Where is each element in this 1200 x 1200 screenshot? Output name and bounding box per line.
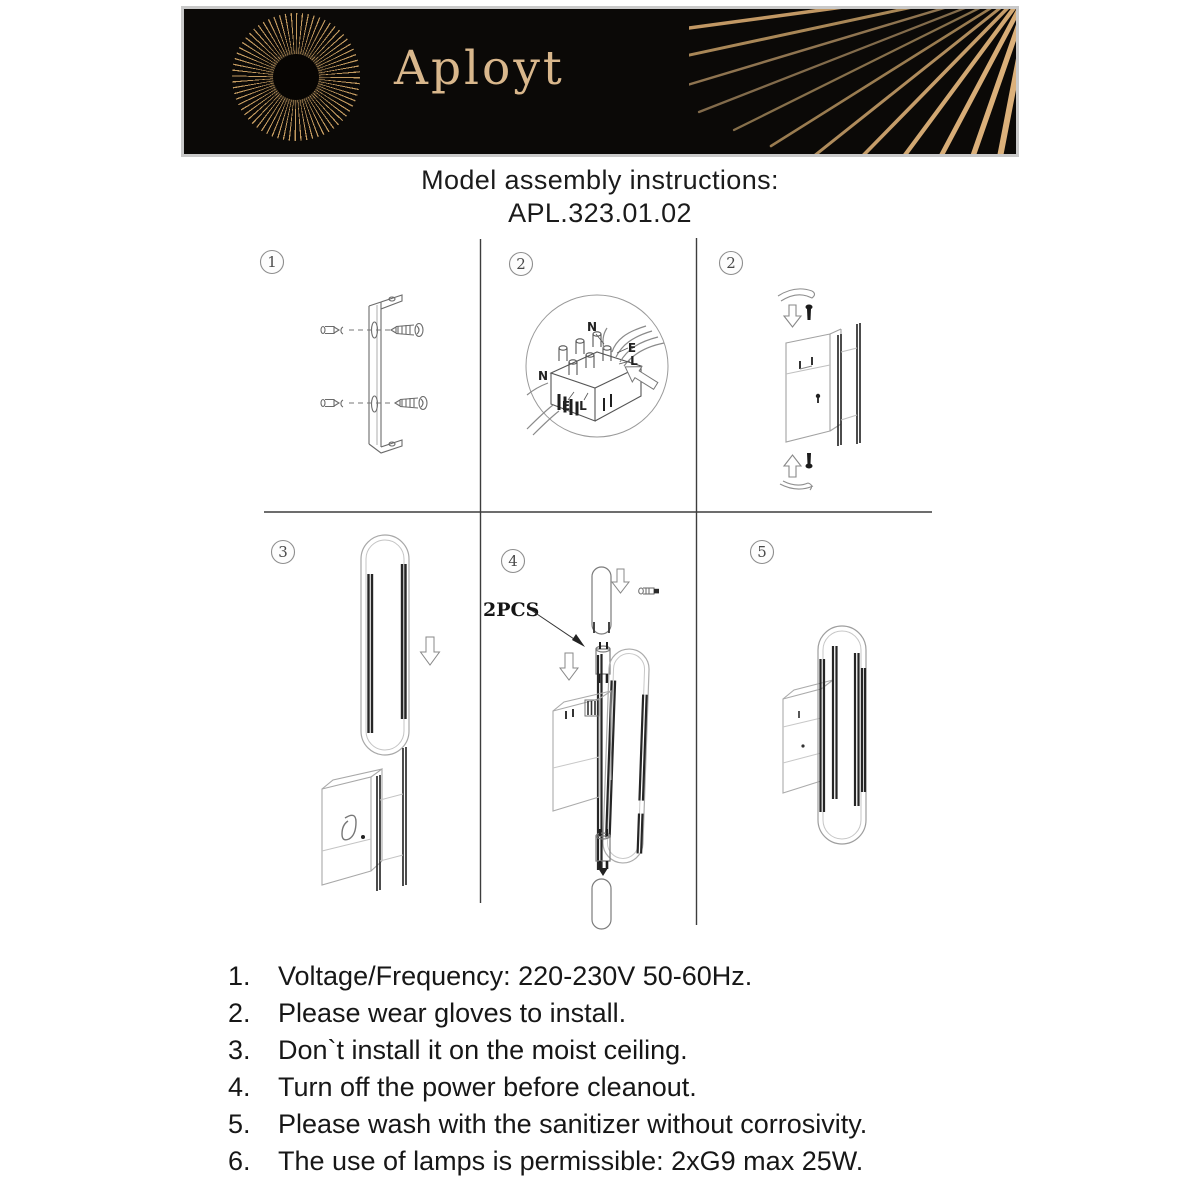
- instruction-number: 5.: [228, 1109, 251, 1139]
- screw-icon: [395, 397, 427, 410]
- wire-label: E: [561, 399, 571, 413]
- instruction-text: Voltage/Frequency: 220-230V 50-60Hz.: [278, 961, 753, 991]
- wire-label: N: [586, 320, 598, 334]
- screw-icon: [806, 305, 813, 321]
- clip-cap-icon: [780, 481, 813, 490]
- step-badge-1: [261, 251, 284, 274]
- svg-text:5: 5: [757, 543, 767, 561]
- panel-1-diagram: [321, 295, 427, 453]
- wires-out: [527, 383, 559, 435]
- svg-text:3: 3: [278, 543, 288, 561]
- lamp-tube: [592, 879, 611, 929]
- instructions-list: [228, 958, 988, 1180]
- instruction-text: Please wash with the sanitizer without corrosivity.: [278, 1109, 868, 1139]
- instruction-text: The use of lamps is permissible: 2xG9 max 25W.: [278, 1146, 864, 1176]
- wire-label: E: [627, 341, 637, 355]
- cable-hook-icon: [342, 815, 356, 840]
- led-strips: [369, 564, 406, 733]
- down-arrow-icon: [560, 653, 578, 680]
- instruction-number: 6.: [228, 1146, 251, 1176]
- brand-text: Aployt: [394, 41, 565, 96]
- up-arrow-icon: [784, 455, 801, 477]
- led-strips: [821, 646, 866, 812]
- pin-icon: [639, 588, 659, 594]
- instruction-text: Turn off the power before cleanout.: [278, 1072, 697, 1102]
- svg-text:4: 4: [508, 552, 518, 570]
- ring-frame: [602, 648, 649, 863]
- wall-anchor-icon: [321, 400, 343, 408]
- instruction-item: [228, 1069, 988, 1106]
- clip-cap-icon: [778, 289, 815, 301]
- side-rails: [838, 323, 860, 446]
- instruction-item: [228, 995, 988, 1032]
- wire-label: N: [537, 369, 549, 383]
- instruction-item: [228, 1106, 988, 1143]
- instruction-item: [228, 1143, 988, 1180]
- screw-icon: [806, 453, 813, 469]
- step-badge-4: [502, 550, 525, 573]
- parts-count-label: 2PCS: [483, 599, 540, 621]
- step-badge-3: [272, 541, 295, 564]
- step-badge-2a: [510, 253, 533, 276]
- instruction-number: 4.: [228, 1072, 251, 1102]
- model-number: APL.323.01.02: [508, 198, 692, 228]
- svg-text:1: 1: [267, 253, 277, 271]
- screw-icon: [391, 324, 423, 337]
- instruction-number: 1.: [228, 961, 251, 991]
- instruction-item: [228, 958, 988, 995]
- step-badge-2b: [720, 252, 743, 275]
- instruction-text: Don`t install it on the moist ceiling.: [278, 1035, 688, 1065]
- wall-anchor-icon: [321, 327, 343, 335]
- down-arrow-icon: [612, 569, 629, 593]
- down-arrow-icon: [421, 637, 440, 665]
- panel-2a-diagram: [526, 295, 668, 437]
- svg-text:2: 2: [726, 254, 736, 272]
- pointer-arrowhead: [572, 634, 585, 647]
- step-badge-5: [751, 541, 774, 564]
- wire-label: L: [630, 354, 638, 368]
- page-title: Model assembly instructions:: [421, 165, 779, 195]
- instruction-text: Please wear gloves to install.: [278, 998, 627, 1028]
- panel-2b-diagram: [778, 289, 860, 490]
- panel-4-diagram: [483, 567, 659, 929]
- instruction-number: 2.: [228, 998, 251, 1028]
- instruction-item: [228, 1032, 988, 1069]
- instruction-number: 3.: [228, 1035, 251, 1065]
- svg-text:2: 2: [516, 255, 526, 273]
- down-arrow-icon: [784, 305, 801, 327]
- panel-5-diagram: [783, 626, 866, 844]
- panel-3-diagram: [322, 535, 440, 891]
- wire-label: L: [579, 399, 587, 413]
